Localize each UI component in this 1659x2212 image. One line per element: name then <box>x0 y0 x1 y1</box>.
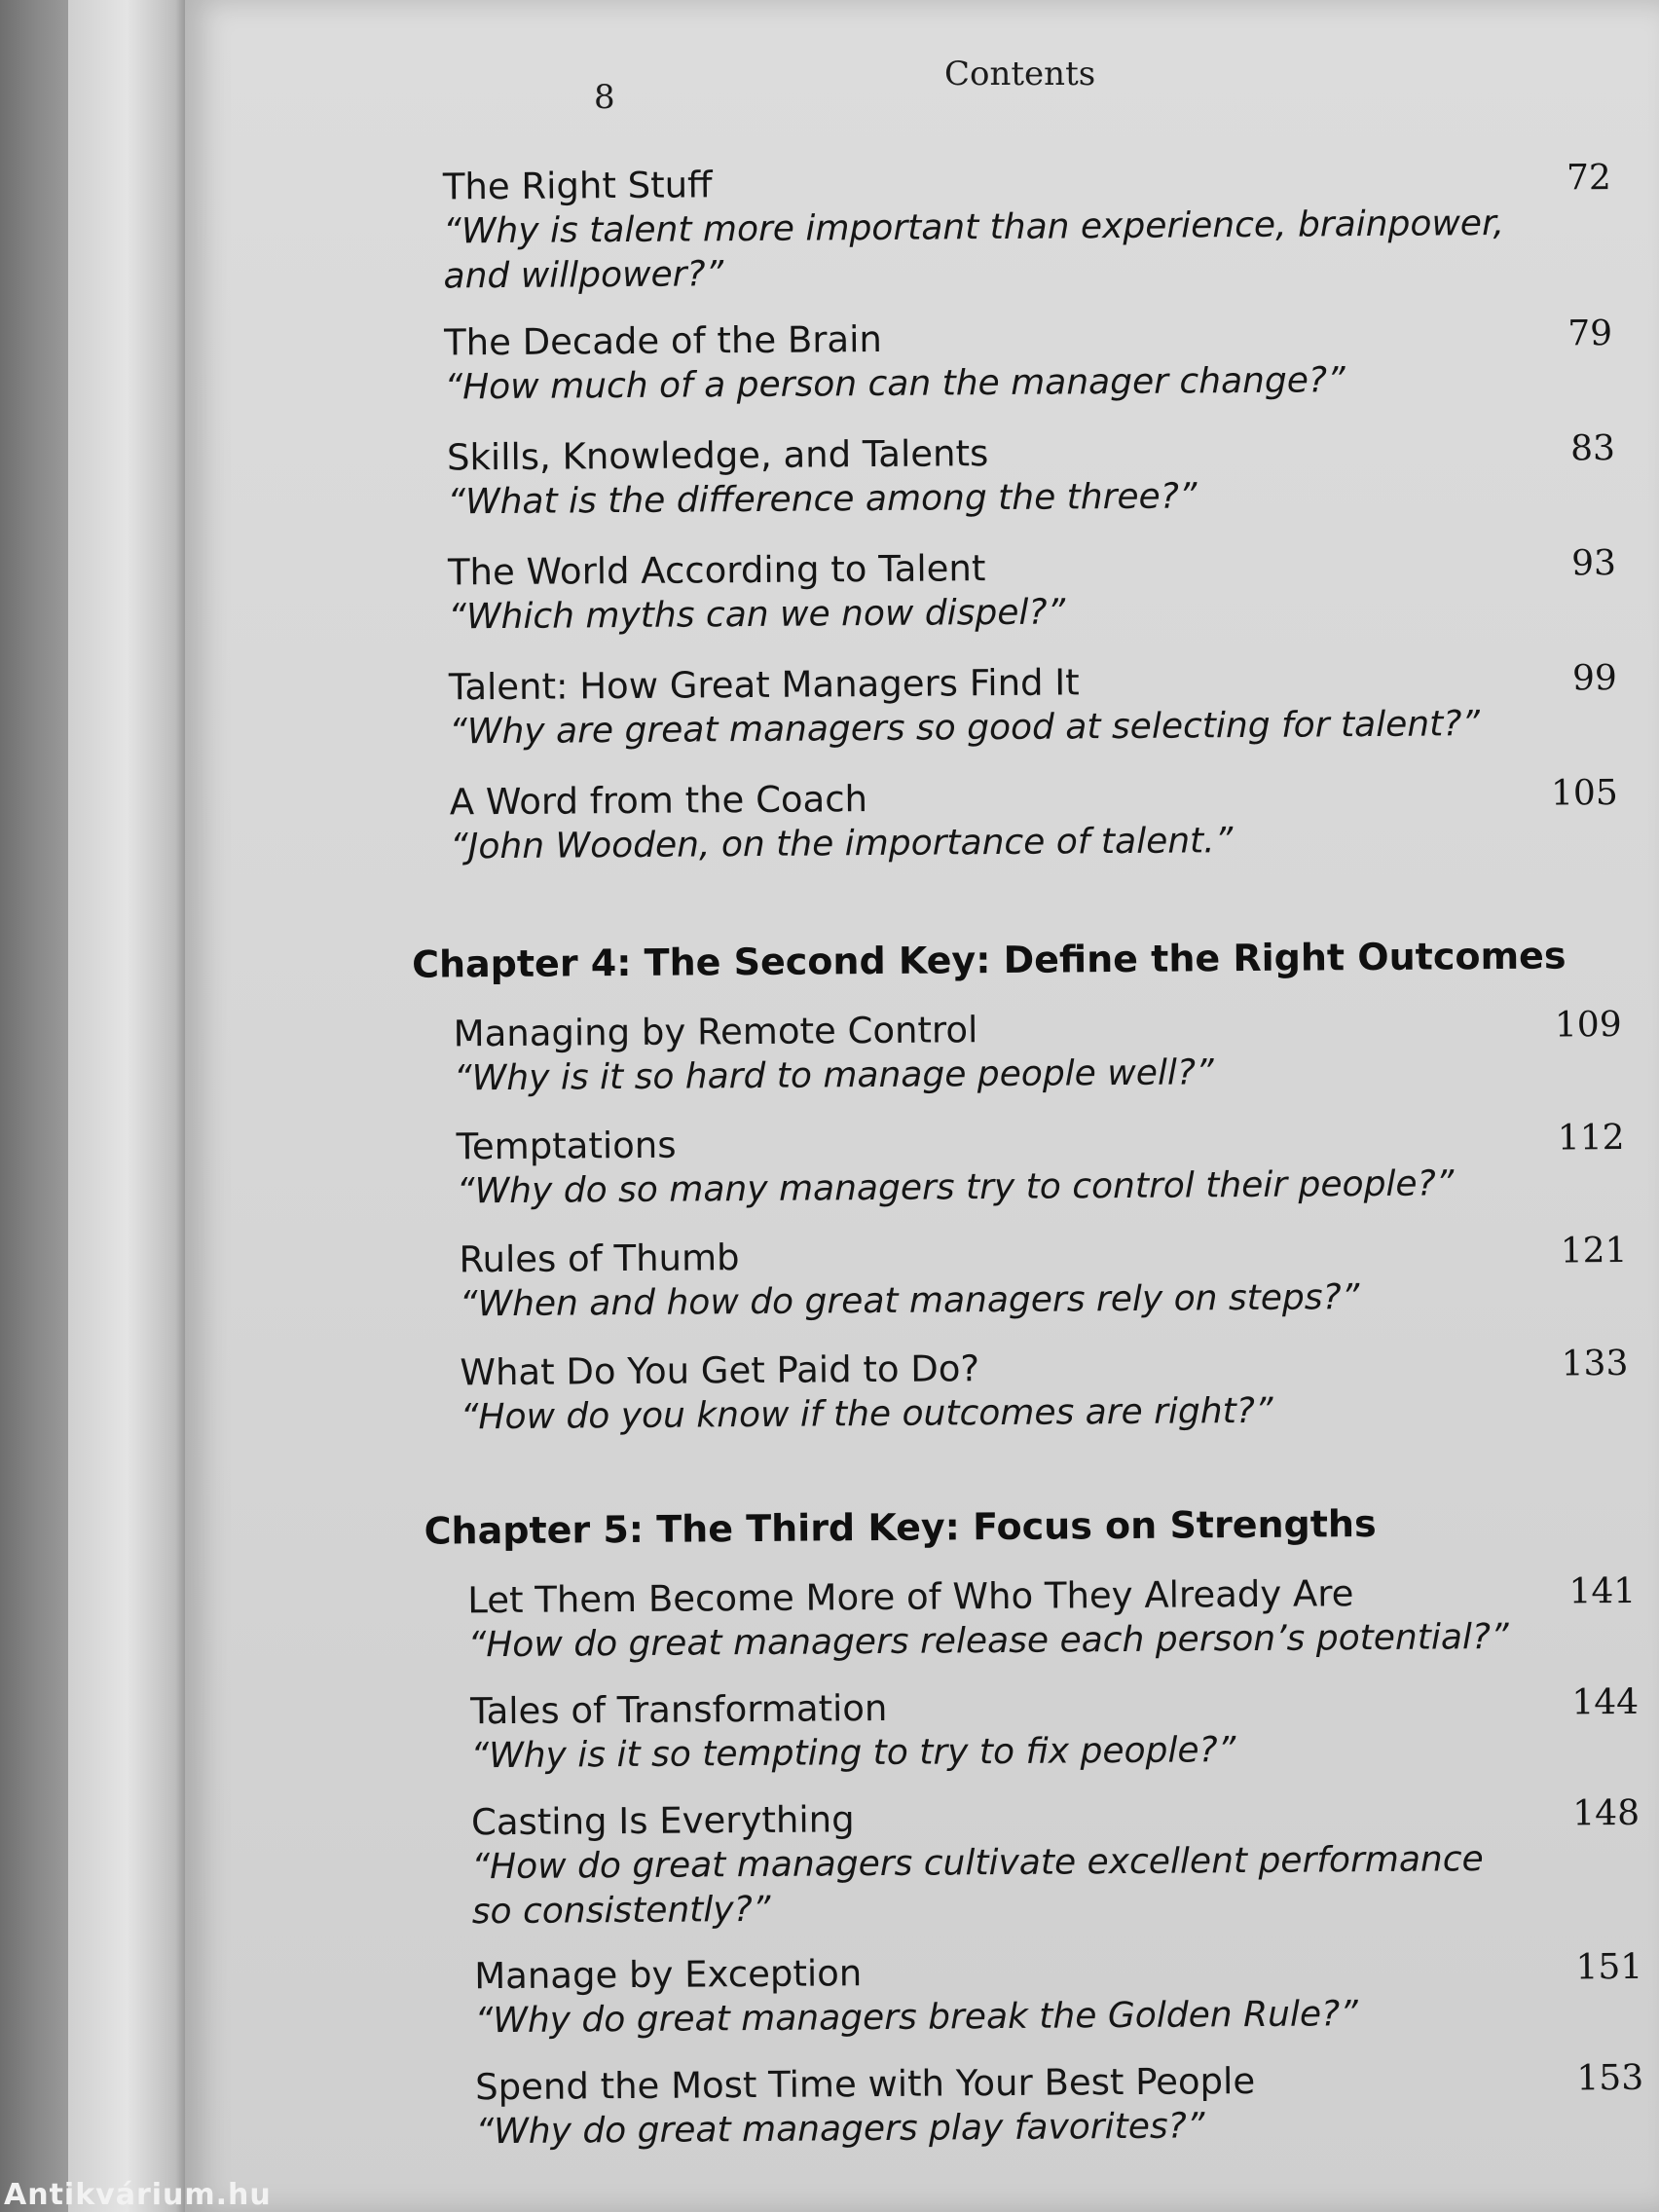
toc-entry-page: 72 <box>1566 158 1611 199</box>
toc-entry-title: What Do You Get Paid to Do? <box>460 1347 980 1394</box>
toc-entry-question: “Which myths can we now dispel?” <box>448 592 1066 638</box>
toc-entry-question: “How do great managers release each person’s potential?” <box>467 1616 1509 1666</box>
toc-entry-title: Spend the Most Time with Your Best People <box>475 2059 1256 2109</box>
toc-entry-question: “When and how do great managers rely on steps?” <box>459 1277 1360 1325</box>
toc-entry <box>447 426 1616 525</box>
toc-entry <box>443 156 1612 299</box>
toc-entry-question: “Why do so many managers try to control their people?” <box>456 1163 1455 1212</box>
toc-entry <box>471 1791 1641 1935</box>
toc-entry-page: 144 <box>1571 1681 1640 1723</box>
toc-entry-title: A Word from the Coach <box>449 778 868 824</box>
toc-entry <box>450 771 1619 869</box>
toc-entry <box>475 2056 1644 2155</box>
toc-entry-question: “Why is it so hard to manage people well?” <box>453 1052 1214 1099</box>
chapter-heading-4: Chapter 4: The Second Key: Define the Right Outcomes <box>411 934 1567 986</box>
toc-entry-title: Casting Is Everything <box>470 1798 855 1844</box>
toc-entry-question-continued: and willpower?” <box>443 254 724 297</box>
toc-entry-title: Manage by Exception <box>474 1952 863 1998</box>
toc-entry-page: 153 <box>1576 2057 1644 2099</box>
toc-entry-title: The World According to Talent <box>447 547 986 594</box>
toc-entry-question: “Why are great managers so good at selecting for talent?” <box>449 704 1481 753</box>
toc-entry-title: Talent: How Great Managers Find It <box>448 661 1080 709</box>
watermark: Antikvárium.hu <box>4 2179 272 2212</box>
toc-entry-question: “What is the difference among the three?” <box>447 476 1198 523</box>
toc-entry-page: 148 <box>1572 1792 1641 1834</box>
toc-entry-title: Temptations <box>456 1124 677 1168</box>
toc-entry-question: “Why do great managers play favorites?” <box>475 2106 1205 2153</box>
toc-entry-title: Skills, Knowledge, and Talents <box>446 432 989 479</box>
toc-entry-question: “John Wooden, on the importance of talent.” <box>450 821 1234 867</box>
toc-entry-question: “Why is it so tempting to try to fix people?” <box>470 1730 1236 1777</box>
toc-entry-title: Managing by Remote Control <box>453 1009 978 1055</box>
toc-entry-title: Rules of Thumb <box>459 1236 740 1281</box>
toc-entry <box>448 541 1617 640</box>
toc-entry <box>456 1116 1625 1214</box>
toc-entry <box>454 1003 1623 1101</box>
toc-entry-page: 93 <box>1570 543 1617 584</box>
toc-entry-page: 79 <box>1567 313 1613 354</box>
toc-entry-page: 141 <box>1568 1570 1637 1612</box>
toc-entry-title: Let Them Become More of Who They Already Are <box>467 1572 1354 1622</box>
toc-entry-page: 99 <box>1571 658 1618 699</box>
running-head: Contents <box>944 55 1096 93</box>
toc-entry-question: “How much of a person can the manager change?” <box>444 360 1346 408</box>
toc-entry-page: 121 <box>1560 1230 1628 1272</box>
toc-entry <box>467 1569 1637 1668</box>
toc-entry-question-continued: so consistently?” <box>471 1889 771 1933</box>
toc-entry-page: 112 <box>1557 1117 1625 1159</box>
page-number: 8 <box>594 78 615 117</box>
toc-entry-page: 105 <box>1550 773 1618 814</box>
toc-entry-page: 109 <box>1554 1004 1622 1046</box>
toc-entry-page: 151 <box>1575 1946 1643 1988</box>
toc-entry-title: The Decade of the Brain <box>443 317 883 364</box>
toc-entry <box>460 1342 1629 1440</box>
toc-entry-question: “How do you know if the outcomes are right?” <box>460 1390 1273 1438</box>
toc-entry <box>459 1229 1628 1327</box>
toc-entry <box>449 656 1618 755</box>
chapter-heading-5: Chapter 5: The Third Key: Focus on Strengths <box>424 1501 1377 1553</box>
toc-entry-question: “How do great managers cultivate excellent performance <box>471 1839 1484 1888</box>
toc-entry <box>474 1945 1643 2044</box>
toc-entry <box>470 1680 1640 1779</box>
toc-entry-question: “Why is talent more important than experience, brainpower, <box>443 203 1505 252</box>
toc-entry <box>444 312 1613 410</box>
toc-entry-title: The Right Stuff <box>442 164 713 208</box>
toc-entry-page: 83 <box>1570 428 1616 469</box>
toc-entry-question: “Why do great managers break the Golden Rule?” <box>474 1994 1358 2042</box>
toc-entry-title: Tales of Transformation <box>469 1686 888 1733</box>
toc-entry-page: 133 <box>1561 1343 1629 1384</box>
